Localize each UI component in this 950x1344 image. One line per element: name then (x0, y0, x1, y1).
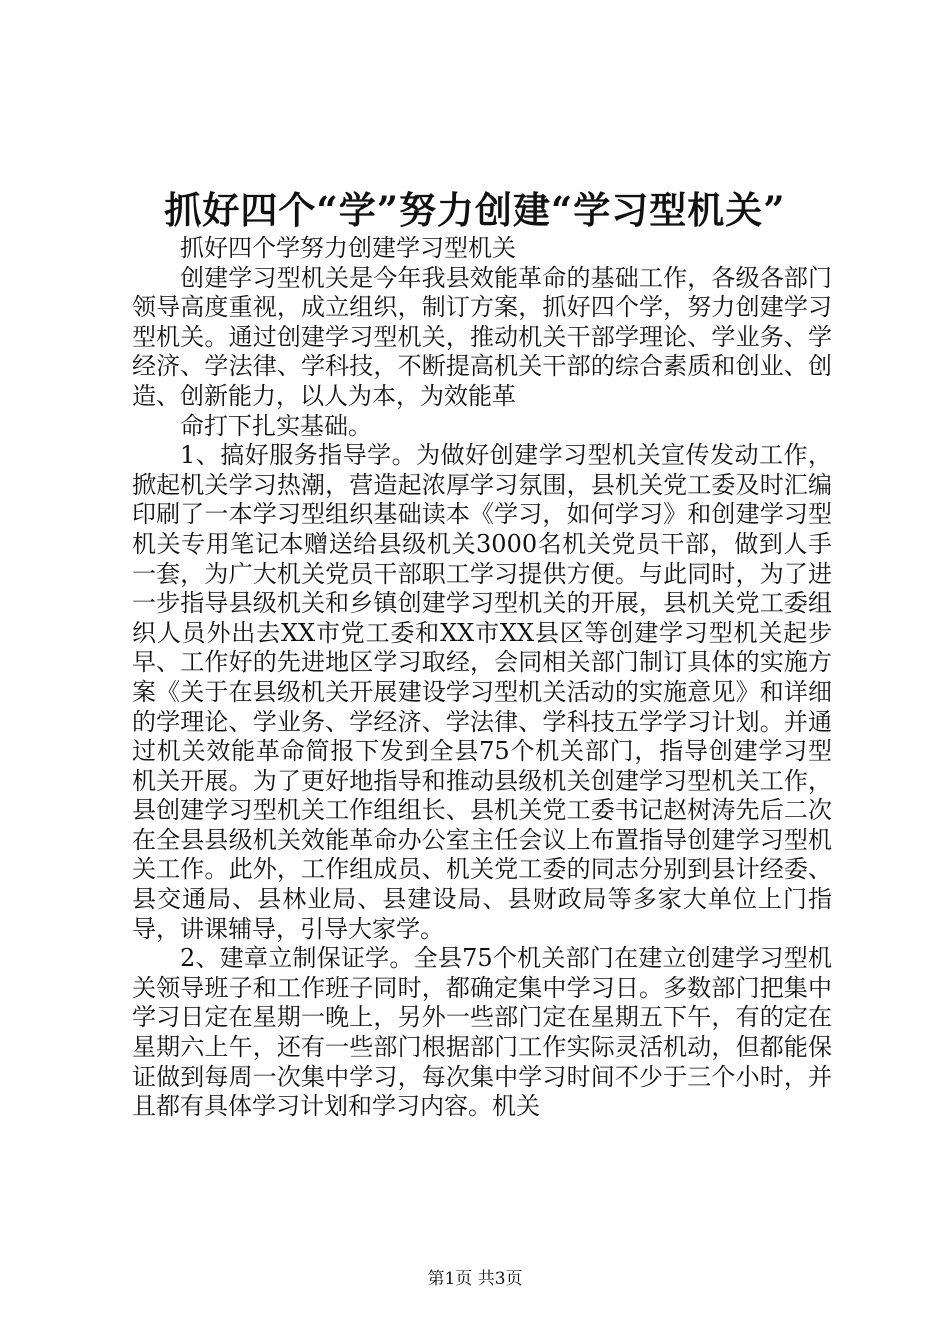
paragraph-intro: 创建学习型机关是今年我县效能革命的基础工作，各级各部门领导高度重视，成立组织，制订方案，抓好四个学，努力创建学习型机关。通过创建学习型机关，推动机关干部学理论、学业务、学经济、学法律、学科技，不断提高机关干部的综合素质和创业、创造、创新能力，以人为本，为效能革 (132, 263, 832, 410)
paragraph-subtitle: 抓好四个学努力创建学习型机关 (180, 234, 516, 262)
document-body (132, 234, 832, 1122)
page-footer: 第1页 共3页 (427, 1269, 523, 1289)
document-title: 抓好四个“学”努力创建“学习型机关” (164, 188, 786, 232)
paragraph-intro-continued: 命打下扎实基础。 (180, 411, 372, 440)
paragraph-section-2: 2、建章立制保证学。全县75个机关部门在建立创建学习型机关领导班子和工作班子同时，都确定集中学习日。多数部门把集中学习日定在星期一晚上，另外一些部门定在星期五下午，有的定在星期六上午，还有一些部门根据部门工作实际灵活机动，但都能保证做到每周一次集中学习，每次集中学习时间不少于三个小时，并且都有具体学习计划和学习内容。机关 (132, 944, 832, 1121)
paragraph-section-1: 1、搞好服务指导学。为做好创建学习型机关宣传发动工作，掀起机关学习热潮，营造起浓厚学习氛围，县机关党工委及时汇编印刷了一本学习型组织基础读本《学习，如何学习》和创建学习型机关专用笔记本赠送给县级机关3000名机关党员干部，做到人手一套，为广大机关党员干部职工学习提供方便。与此同时，为了进一步指导县级机关和乡镇创建学习型机关的开展，县机关党工委组织人员外出去XX市党工委和XX市XX县区等创建学习型机关起步早、工作好的先进地区学习取经，会同相关部门制订具体的实施方案《关于在县级机关开展建设学习型机关活动的实施意见》和详细的学理论、学业务、学经济、学法律、学科技五学学习计划。并通过机关效能革命简报下发到全县75个机关部门，指导创建学习型机关开展。为了更好地指导和推动县级机关创建学习型机关工作，县创建学习型机关工作组组长、县机关党工委书记赵树涛先后二次在全县县级机关效能革命办公室主任会议上布置指导创建学习型机关工作。此外，工作组成员、机关党工委的同志分别到县计经委、县交通局、县林业局、县建设局、县财政局等多家大单位上门指导，讲课辅导，引导大家学。 (132, 441, 832, 943)
